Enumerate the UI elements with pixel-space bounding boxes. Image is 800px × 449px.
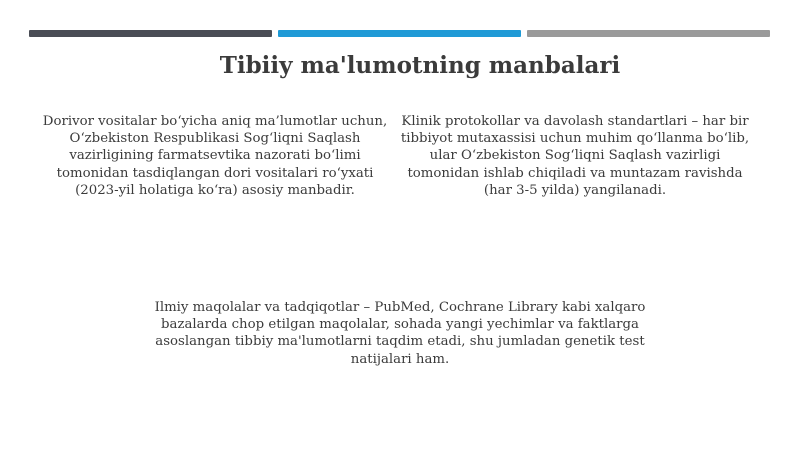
paragraph-scientific-articles: Ilmiy maqolalar va tadqiqotlar – PubMed, Cochrane Library kabi xalqaro bazalarda chop etilgan maqolalar, sohada yangi yechimlar va faktlarga asoslangan tibbiy ma'lumotlarni taqdim etadi, shu jumladan genetik test natijalari ham. xyxy=(154,300,646,367)
slide-title: Tibiiy ma'lumotning manbalari xyxy=(219,52,621,79)
accent-bar-gray xyxy=(527,30,770,37)
paragraph-medicines-source: Dorivor vositalar bo‘yicha aniq ma’lumotlar uchun, O‘zbekiston Respublikasi Sog‘liqni Saqlash vazirligining farmatsevtika nazorati bo‘limi tomonidan tasdiqlangan dori vositalari ro‘yxati (2023-yil holatiga ko‘ra) asosiy manbadir. xyxy=(42,114,388,198)
paragraph-clinical-protocols: Klinik protokollar va davolash standartlari – har bir tibbiyot mutaxassisi uchun muhim qo‘llanma bo‘lib, ular O‘zbekiston Sog‘liqni Saqlash vazirligi tomonidan ishlab chiqiladi va muntazam ravishda (har 3-5 yilda) yangilanadi. xyxy=(400,114,750,198)
accent-bar-blue xyxy=(278,30,521,37)
accent-bar-dark xyxy=(29,30,272,37)
